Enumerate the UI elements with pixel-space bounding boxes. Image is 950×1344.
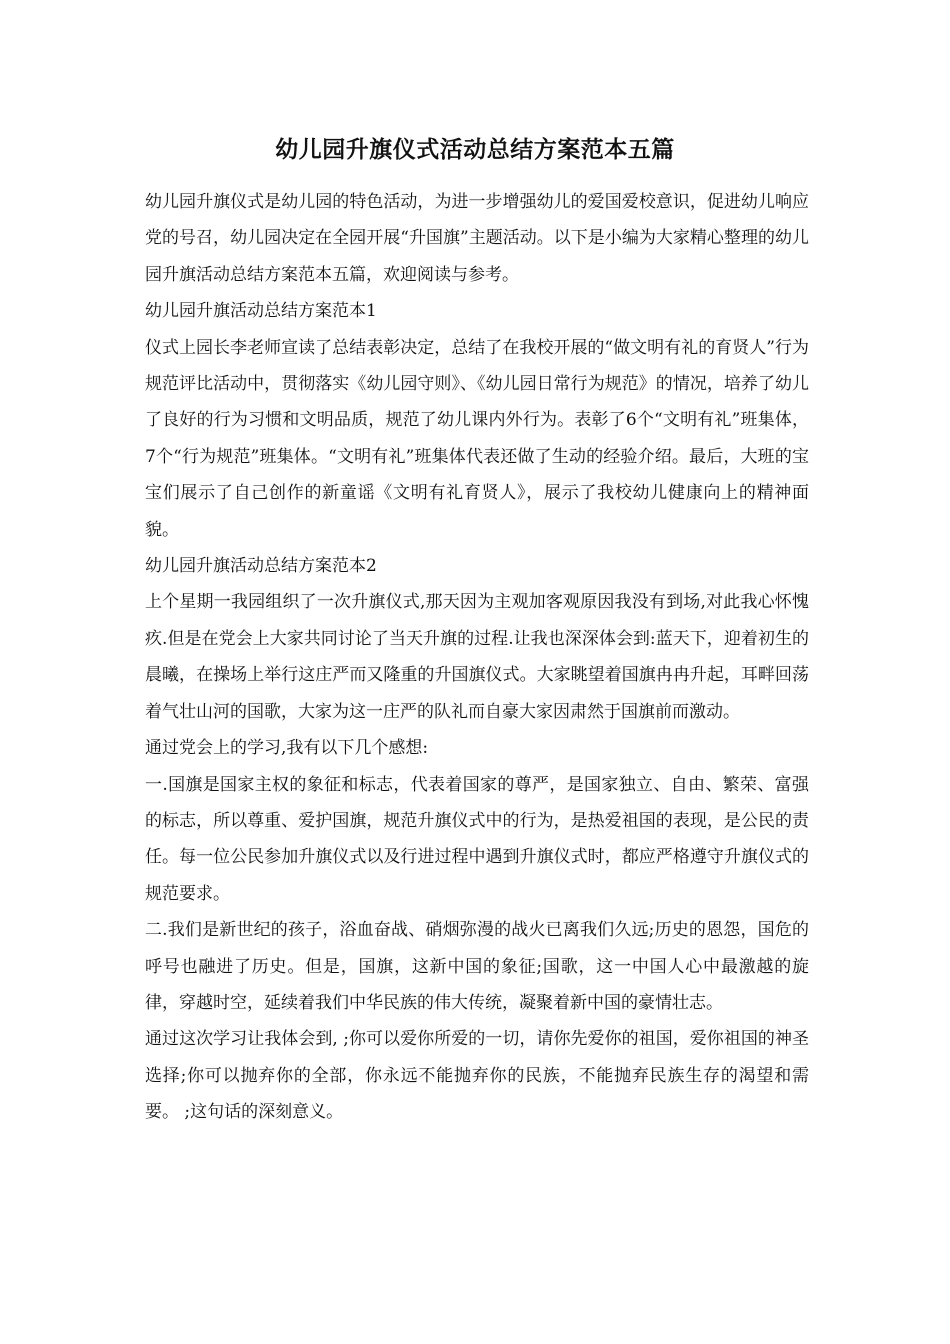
- section-heading-1: 幼儿园升旗活动总结方案范本1: [145, 301, 377, 322]
- document-title: 幼儿园升旗仪式活动总结方案范本五篇: [275, 136, 675, 163]
- thought-1-paragraph: 一.国旗是国家主权的象征和标志，代表着国家的尊严，是国家独立、自由、繁荣、富强的标志，所以尊重、爱护国旗，规范升旗仪式中的行为，是热爱祖国的表现，是公民的责任。每一位公民参加升旗仪式以及行进过程中遇到升旗仪式时，都应严格遵守升旗仪式的规范要求。: [145, 774, 809, 904]
- closing-paragraph: 通过这次学习让我体会到, ;你可以爱你所爱的一切，请你先爱你的祖国，爱你祖国的神圣选择;你可以抛弃你的全部，你永远不能抛弃你的民族，不能抛弃民族生存的渴望和需要。 ;这句话的深刻意义。: [145, 1029, 809, 1123]
- section-2-paragraph: 上个星期一我园组织了一次升旗仪式,那天因为主观加客观原因我没有到场,对此我心怀愧疚.但是在党会上大家共同讨论了当天升旗的过程.让我也深深体会到:蓝天下，迎着初生的晨曦，在操场上举行这庄严而又隆重的升国旗仪式。大家眺望着国旗冉冉升起，耳畔回荡着气壮山河的国歌，大家为这一庄严的队礼而自豪大家因肃然于国旗前而激动。: [145, 592, 809, 722]
- document-body: [145, 184, 809, 1131]
- section-1-paragraph: 仪式上园长李老师宣读了总结表彰决定，总结了在我校开展的“做文明有礼的育贤人”行为规范评比活动中，贯彻落实《幼儿园守则》、《幼儿园日常行为规范》的情况，培养了幼儿了良好的行为习惯和文明品质，规范了幼儿课内外行为。表彰了6个“文明有礼”班集体，7个“行为规范”班集体。“文明有礼”班集体代表还做了生动的经验介绍。最后，大班的宝宝们展示了自己创作的新童谣《文明有礼育贤人》，展示了我校幼儿健康向上的精神面貌。: [145, 337, 809, 540]
- thoughts-intro: 通过党会上的学习,我有以下几个感想:: [145, 738, 429, 759]
- thought-2-paragraph: 二.我们是新世纪的孩子，浴血奋战、硝烟弥漫的战火已离我们久远;历史的恩怨，国危的呼号也融进了历史。但是，国旗，这新中国的象征;国歌，这一中国人心中最激越的旋律，穿越时空，延续着我们中华民族的伟大传统，凝聚着新中国的豪情壮志。: [145, 920, 809, 1013]
- intro-paragraph: 幼儿园升旗仪式是幼儿园的特色活动，为进一步增强幼儿的爱国爱校意识，促进幼儿响应党的号召，幼儿园决定在全园开展“升国旗”主题活动。以下是小编为大家精心整理的幼儿园升旗活动总结方案范本五篇，欢迎阅读与参考。: [145, 192, 809, 285]
- section-heading-2: 幼儿园升旗活动总结方案范本2: [145, 556, 377, 577]
